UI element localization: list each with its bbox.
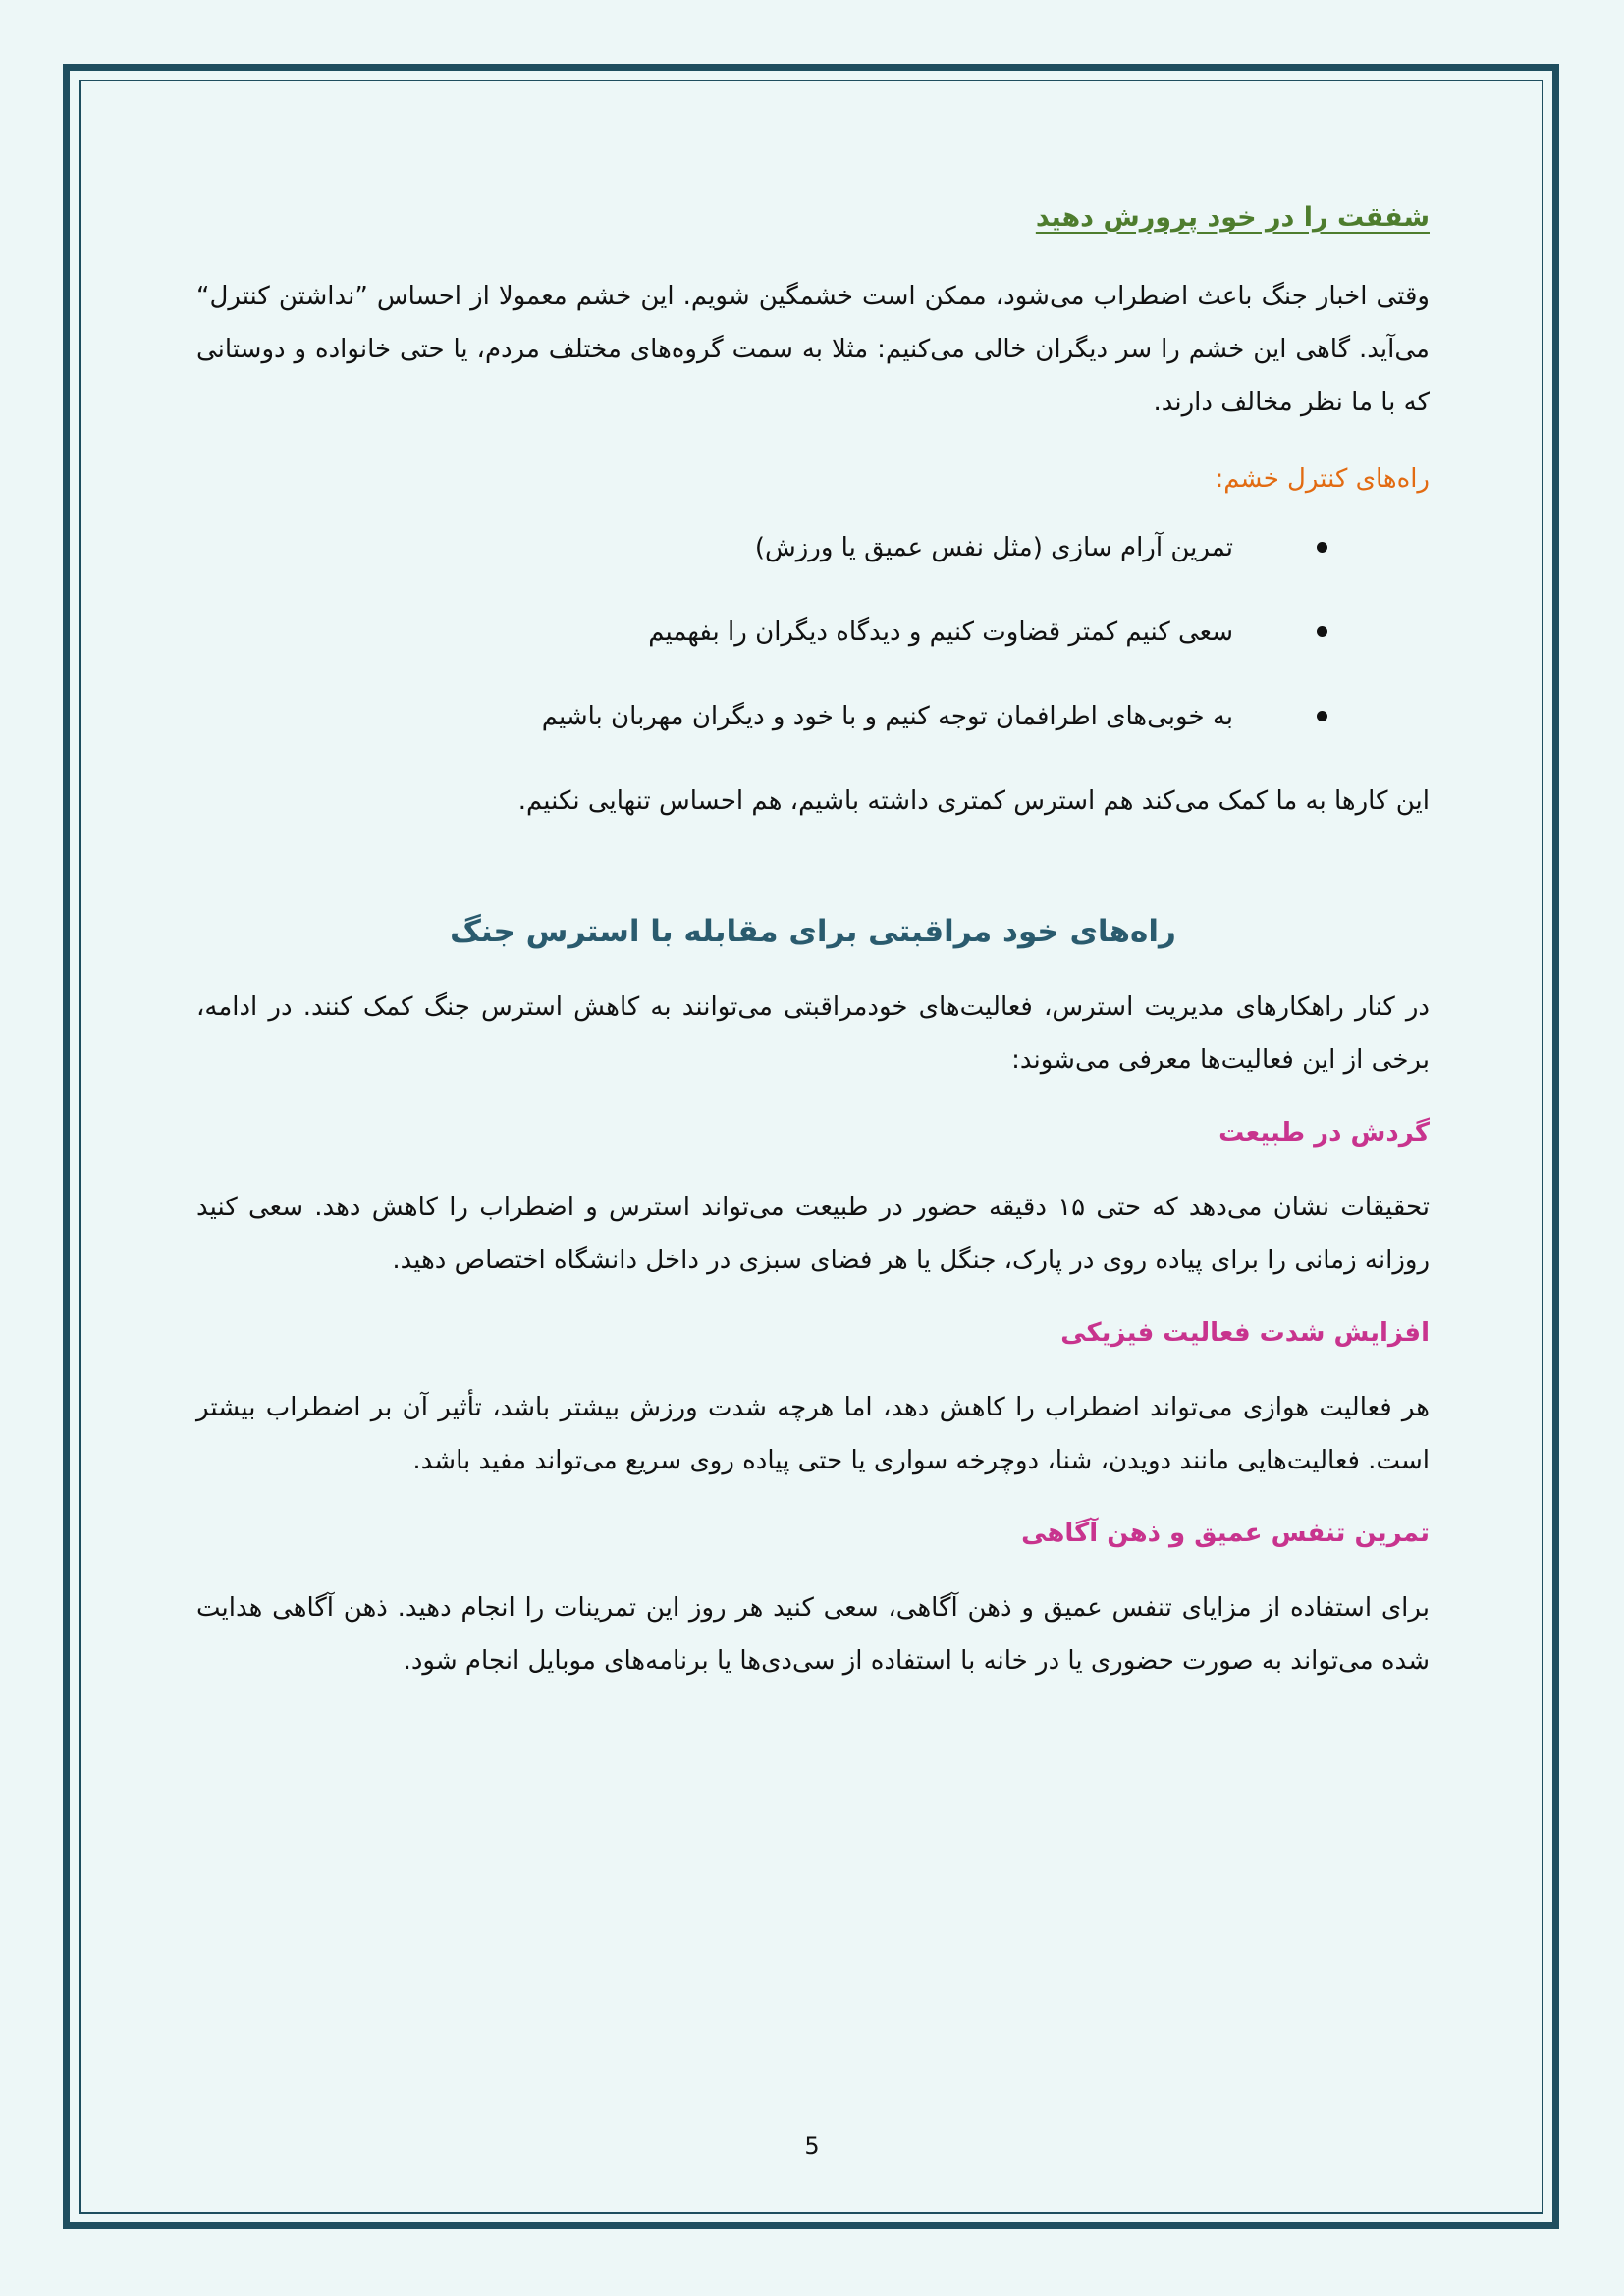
physical-activity-paragraph: هر فعالیت هوازی می‌تواند اضطراب را کاهش دهد، اما هرچه شدت ورزش بیشتر باشد، تأثیر آن بر اضطراب بیشتر است. فعالیت‌هایی مانند دویدن، شنا، دوچرخه سواری یا حتی پیاده روی سریع می‌تواند مفید باشد.	[196, 1393, 1430, 1475]
self-care-intro: در کنار راهکارهای مدیریت استرس، فعالیت‌های خودمراقبتی می‌توانند به کاهش استرس جنگ کمک کنند. در ادامه، برخی از این فعالیت‌ها معرفی می‌شوند:	[196, 992, 1430, 1075]
closing-paragraph: این کارها به ما کمک می‌کند هم استرس کمتری داشته باشیم، هم احساس تنهایی نکنیم.	[517, 786, 1430, 816]
list-item	[196, 521, 1430, 574]
breathing-mindfulness-paragraph: برای استفاده از مزایای تنفس عمیق و ذهن آگاهی، سعی کنید هر روز این تمرینات را انجام دهید. ذهن آگاهی هدایت شده می‌تواند به صورت حضوری یا در خانه با استفاده از سی‌دی‌ها یا برنامه‌های موبایل انجام شود.	[196, 1593, 1430, 1676]
list-item-text: به خوبی‌های اطرافمان توجه کنیم و با خود و دیگران مهربان باشیم	[541, 702, 1233, 731]
list-item-text: سعی کنیم کمتر قضاوت کنیم و دیدگاه دیگران را بفهمیم	[648, 617, 1233, 647]
list-item	[196, 606, 1430, 659]
physical-activity-heading: افزایش شدت فعالیت فیزیکی	[1060, 1318, 1430, 1348]
anger-paragraph: وقتی اخبار جنگ باعث اضطراب می‌شود، ممکن است خشمگین شویم. این خشم معمولا از احساس ”نداشتن کنترل“ می‌آید. گاهی این خشم را سر دیگران خالی می‌کنیم: مثلا به سمت گروه‌های مختلف مردم، یا حتی خانواده و دوستانی که با ما نظر مخالف دارند.	[196, 282, 1430, 417]
nature-walk-paragraph: تحقیقات نشان می‌دهد که حتی ۱۵ دقیقه حضور در طبیعت می‌تواند استرس و اضطراب را کاهش دهد. سعی کنید روزانه زمانی را برای پیاده روی در پارک، جنگل یا هر فضای سبزی در داخل دانشگاه اختصاص دهید.	[196, 1193, 1431, 1275]
bullet-icon	[1317, 542, 1327, 553]
bullet-icon	[1317, 626, 1327, 637]
page-content	[196, 191, 1430, 1687]
list-item-text: تمرین آرام سازی (مثل نفس عمیق یا ورزش)	[754, 533, 1233, 562]
self-care-section-title: راه‌های خود مراقبتی برای مقابله با استرس جنگ	[450, 914, 1176, 949]
nature-walk-heading: گردش در طبیعت	[1218, 1118, 1430, 1148]
compassion-heading: شفقت را در خود پرورش دهید	[1035, 202, 1430, 233]
page-number: 5	[804, 2132, 820, 2160]
list-item	[196, 690, 1430, 743]
anger-control-list	[196, 521, 1430, 743]
bullet-icon	[1317, 711, 1327, 721]
anger-control-subheading: راه‌های کنترل خشم:	[1215, 464, 1430, 494]
breathing-mindfulness-heading: تمرین تنفس عمیق و ذهن آگاهی	[1021, 1519, 1430, 1548]
